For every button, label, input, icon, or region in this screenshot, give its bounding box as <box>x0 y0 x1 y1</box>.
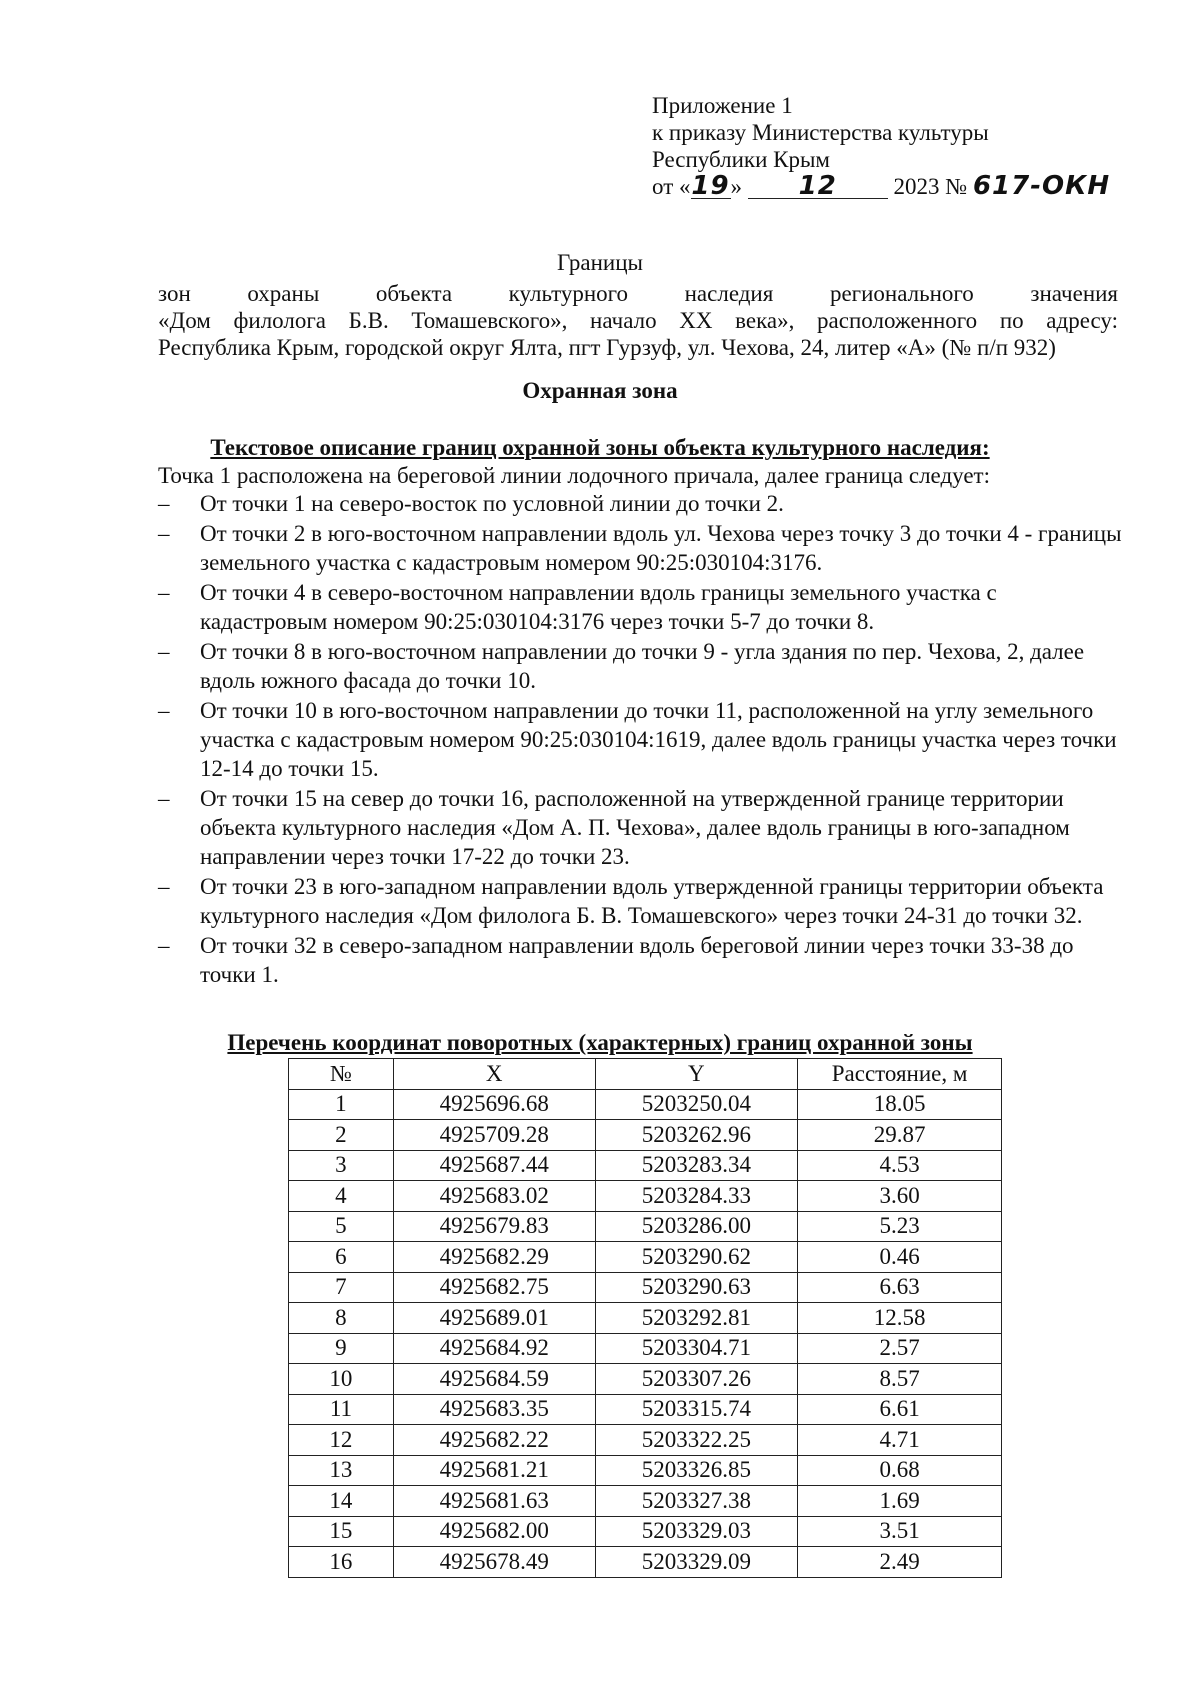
cell-point-number: 5 <box>289 1211 394 1242</box>
table-row <box>289 1486 1002 1517</box>
table-row <box>289 1272 1002 1303</box>
subtitle-word: зон <box>158 281 191 306</box>
description-title: Текстовое описание границ охранной зоны объекта культурного наследия: <box>210 435 990 460</box>
order-date-line <box>652 173 1110 200</box>
cell-coord-x: 4925681.21 <box>393 1455 595 1486</box>
boundary-description-list <box>158 489 1128 990</box>
list-item-text: От точки 10 в юго-восточном направлении до точки 11, расположенной на углу земельного участка с кадастровым номером 90:25:030104:1619, далее вдоль границы участка через точки 12-14 до точки 15. <box>200 698 1117 781</box>
table-row <box>289 1547 1002 1578</box>
description-intro: Точка 1 расположена на береговой линии лодочного причала, далее граница следует: <box>158 463 990 488</box>
list-item-text: От точки 1 на северо-восток по условной линии до точки 2. <box>200 491 784 516</box>
table-row <box>289 1150 1002 1181</box>
subtitle-word: объекта <box>375 281 453 306</box>
date-day-close: » <box>730 174 742 199</box>
subtitle-word: наследия <box>684 281 774 306</box>
cell-distance: 6.61 <box>798 1394 1002 1425</box>
subtitle-line-1 <box>158 280 1118 307</box>
appendix-line-2: к приказу Министерства культуры <box>652 120 989 145</box>
cell-coord-x: 4925678.49 <box>393 1547 595 1578</box>
list-item-text: От точки 32 в северо-западном направлении вдоль береговой линии через точки 33-38 до точки 1. <box>200 933 1074 987</box>
cell-point-number: 11 <box>289 1394 394 1425</box>
order-month: 12 <box>748 174 888 199</box>
cell-distance: 0.46 <box>798 1242 1002 1273</box>
cell-coord-y: 5203329.03 <box>595 1516 798 1547</box>
subtitle-line-3: Республика Крым, городской округ Ялта, пгт Гурзуф, ул. Чехова, 24, литер «А» (№ п/п 932) <box>158 335 1056 360</box>
cell-coord-x: 4925709.28 <box>393 1120 595 1151</box>
cell-coord-y: 5203250.04 <box>595 1089 798 1120</box>
cell-coord-y: 5203286.00 <box>595 1211 798 1242</box>
cell-distance: 3.60 <box>798 1181 1002 1212</box>
list-item <box>158 489 1128 518</box>
cell-distance: 4.53 <box>798 1150 1002 1181</box>
cell-distance: 12.58 <box>798 1303 1002 1334</box>
cell-point-number: 15 <box>289 1516 394 1547</box>
table-row <box>289 1425 1002 1456</box>
subtitle-word: охраны <box>247 281 320 306</box>
list-item-text: От точки 23 в юго-западном направлении вдоль утвержденной границы территории объекта культурного наследия «Дом филолога Б. В. Томашевского» через точки 24-31 до точки 32. <box>200 874 1104 928</box>
cell-distance: 8.57 <box>798 1364 1002 1395</box>
table-row <box>289 1181 1002 1212</box>
list-item-text: От точки 2 в юго-восточном направлении вдоль ул. Чехова через точку 3 до точки 4 - границы земельного участка с кадастровым номером 90:25:030104:3176. <box>200 521 1122 575</box>
table-row <box>289 1120 1002 1151</box>
cell-coord-y: 5203327.38 <box>595 1486 798 1517</box>
dash-bullet: – <box>158 580 170 605</box>
subtitle-word: культурного <box>508 281 629 306</box>
cell-point-number: 4 <box>289 1181 394 1212</box>
dash-bullet: – <box>158 639 170 664</box>
cell-point-number: 2 <box>289 1120 394 1151</box>
header-x: X <box>393 1059 595 1090</box>
list-item-text: От точки 8 в юго-восточном направлении до точки 9 - угла здания по пер. Чехова, 2, далее вдоль южного фасада до точки 10. <box>200 639 1085 693</box>
cell-coord-x: 4925684.92 <box>393 1333 595 1364</box>
cell-coord-y: 5203307.26 <box>595 1364 798 1395</box>
header-distance: Расстояние, м <box>798 1059 1002 1090</box>
table-row <box>289 1333 1002 1364</box>
dash-bullet: – <box>158 874 170 899</box>
table-row <box>289 1394 1002 1425</box>
document-subtitle <box>158 280 1118 361</box>
subtitle-word: значения <box>1030 281 1119 306</box>
order-year-label: 2023 № <box>893 174 968 199</box>
dash-bullet: – <box>158 521 170 546</box>
cell-distance: 0.68 <box>798 1455 1002 1486</box>
table-row <box>289 1364 1002 1395</box>
cell-distance: 4.71 <box>798 1425 1002 1456</box>
cell-coord-x: 4925681.63 <box>393 1486 595 1517</box>
cell-point-number: 14 <box>289 1486 394 1517</box>
cell-coord-y: 5203315.74 <box>595 1394 798 1425</box>
cell-coord-y: 5203262.96 <box>595 1120 798 1151</box>
table-row <box>289 1089 1002 1120</box>
table-row <box>289 1211 1002 1242</box>
cell-distance: 18.05 <box>798 1089 1002 1120</box>
dash-bullet: – <box>158 786 170 811</box>
cell-coord-x: 4925687.44 <box>393 1150 595 1181</box>
list-item <box>158 519 1128 577</box>
list-item-text: От точки 15 на север до точки 16, расположенной на утвержденной границе территории объекта культурного наследия «Дом А. П. Чехова», далее вдоль границы в юго-западном направлении через точки 17-22 до точки 23. <box>200 786 1070 869</box>
cell-point-number: 6 <box>289 1242 394 1273</box>
list-item <box>158 872 1128 930</box>
cell-point-number: 7 <box>289 1272 394 1303</box>
table-header-row <box>289 1059 1002 1090</box>
cell-distance: 3.51 <box>798 1516 1002 1547</box>
dash-bullet: – <box>158 698 170 723</box>
cell-point-number: 13 <box>289 1455 394 1486</box>
coordinates-table-title: Перечень координат поворотных (характерных) границ охранной зоны <box>227 1030 973 1055</box>
cell-coord-y: 5203290.62 <box>595 1242 798 1273</box>
appendix-line-3: Республики Крым <box>652 147 830 172</box>
cell-coord-x: 4925683.35 <box>393 1394 595 1425</box>
list-item-text: От точки 4 в северо-восточном направлении вдоль границы земельного участка с кадастровым номером 90:25:030104:3176 через точки 5-7 до точки 8. <box>200 580 997 634</box>
subtitle-word: регионального <box>829 281 974 306</box>
cell-coord-y: 5203283.34 <box>595 1150 798 1181</box>
order-number: 617-ОКН <box>972 171 1111 201</box>
list-item <box>158 637 1128 695</box>
date-prefix: от « <box>652 174 691 199</box>
cell-coord-y: 5203290.63 <box>595 1272 798 1303</box>
cell-coord-y: 5203329.09 <box>595 1547 798 1578</box>
table-row <box>289 1303 1002 1334</box>
cell-coord-y: 5203284.33 <box>595 1181 798 1212</box>
subtitle-line-2: «Дом филолога Б.В. Томашевского», начало XX века», расположенного по адресу: <box>158 308 1118 333</box>
cell-point-number: 9 <box>289 1333 394 1364</box>
dash-bullet: – <box>158 491 170 516</box>
cell-coord-x: 4925682.75 <box>393 1272 595 1303</box>
cell-coord-x: 4925684.59 <box>393 1364 595 1395</box>
table-row <box>289 1455 1002 1486</box>
table-row <box>289 1516 1002 1547</box>
cell-coord-x: 4925682.29 <box>393 1242 595 1273</box>
cell-point-number: 12 <box>289 1425 394 1456</box>
cell-distance: 29.87 <box>798 1120 1002 1151</box>
cell-coord-x: 4925679.83 <box>393 1211 595 1242</box>
cell-point-number: 3 <box>289 1150 394 1181</box>
cell-point-number: 16 <box>289 1547 394 1578</box>
cell-point-number: 10 <box>289 1364 394 1395</box>
list-item <box>158 784 1128 871</box>
coordinates-table <box>288 1058 1002 1578</box>
appendix-line-1: Приложение 1 <box>652 93 793 118</box>
cell-distance: 6.63 <box>798 1272 1002 1303</box>
cell-distance: 2.49 <box>798 1547 1002 1578</box>
cell-coord-y: 5203292.81 <box>595 1303 798 1334</box>
cell-coord-x: 4925689.01 <box>393 1303 595 1334</box>
header-y: Y <box>595 1059 798 1090</box>
document-title: Границы <box>557 250 643 275</box>
cell-coord-y: 5203326.85 <box>595 1455 798 1486</box>
list-item <box>158 696 1128 783</box>
cell-coord-x: 4925682.22 <box>393 1425 595 1456</box>
cell-distance: 5.23 <box>798 1211 1002 1242</box>
cell-point-number: 8 <box>289 1303 394 1334</box>
table-row <box>289 1242 1002 1273</box>
list-item <box>158 578 1128 636</box>
cell-coord-x: 4925696.68 <box>393 1089 595 1120</box>
zone-title: Охранная зона <box>522 378 678 403</box>
cell-coord-y: 5203304.71 <box>595 1333 798 1364</box>
cell-point-number: 1 <box>289 1089 394 1120</box>
header-number: № <box>289 1059 394 1090</box>
dash-bullet: – <box>158 933 170 958</box>
cell-coord-x: 4925682.00 <box>393 1516 595 1547</box>
cell-coord-x: 4925683.02 <box>393 1181 595 1212</box>
cell-distance: 1.69 <box>798 1486 1002 1517</box>
appendix-block <box>652 92 1110 200</box>
list-item <box>158 931 1128 989</box>
cell-coord-y: 5203322.25 <box>595 1425 798 1456</box>
order-day: 19 <box>691 171 730 201</box>
cell-distance: 2.57 <box>798 1333 1002 1364</box>
